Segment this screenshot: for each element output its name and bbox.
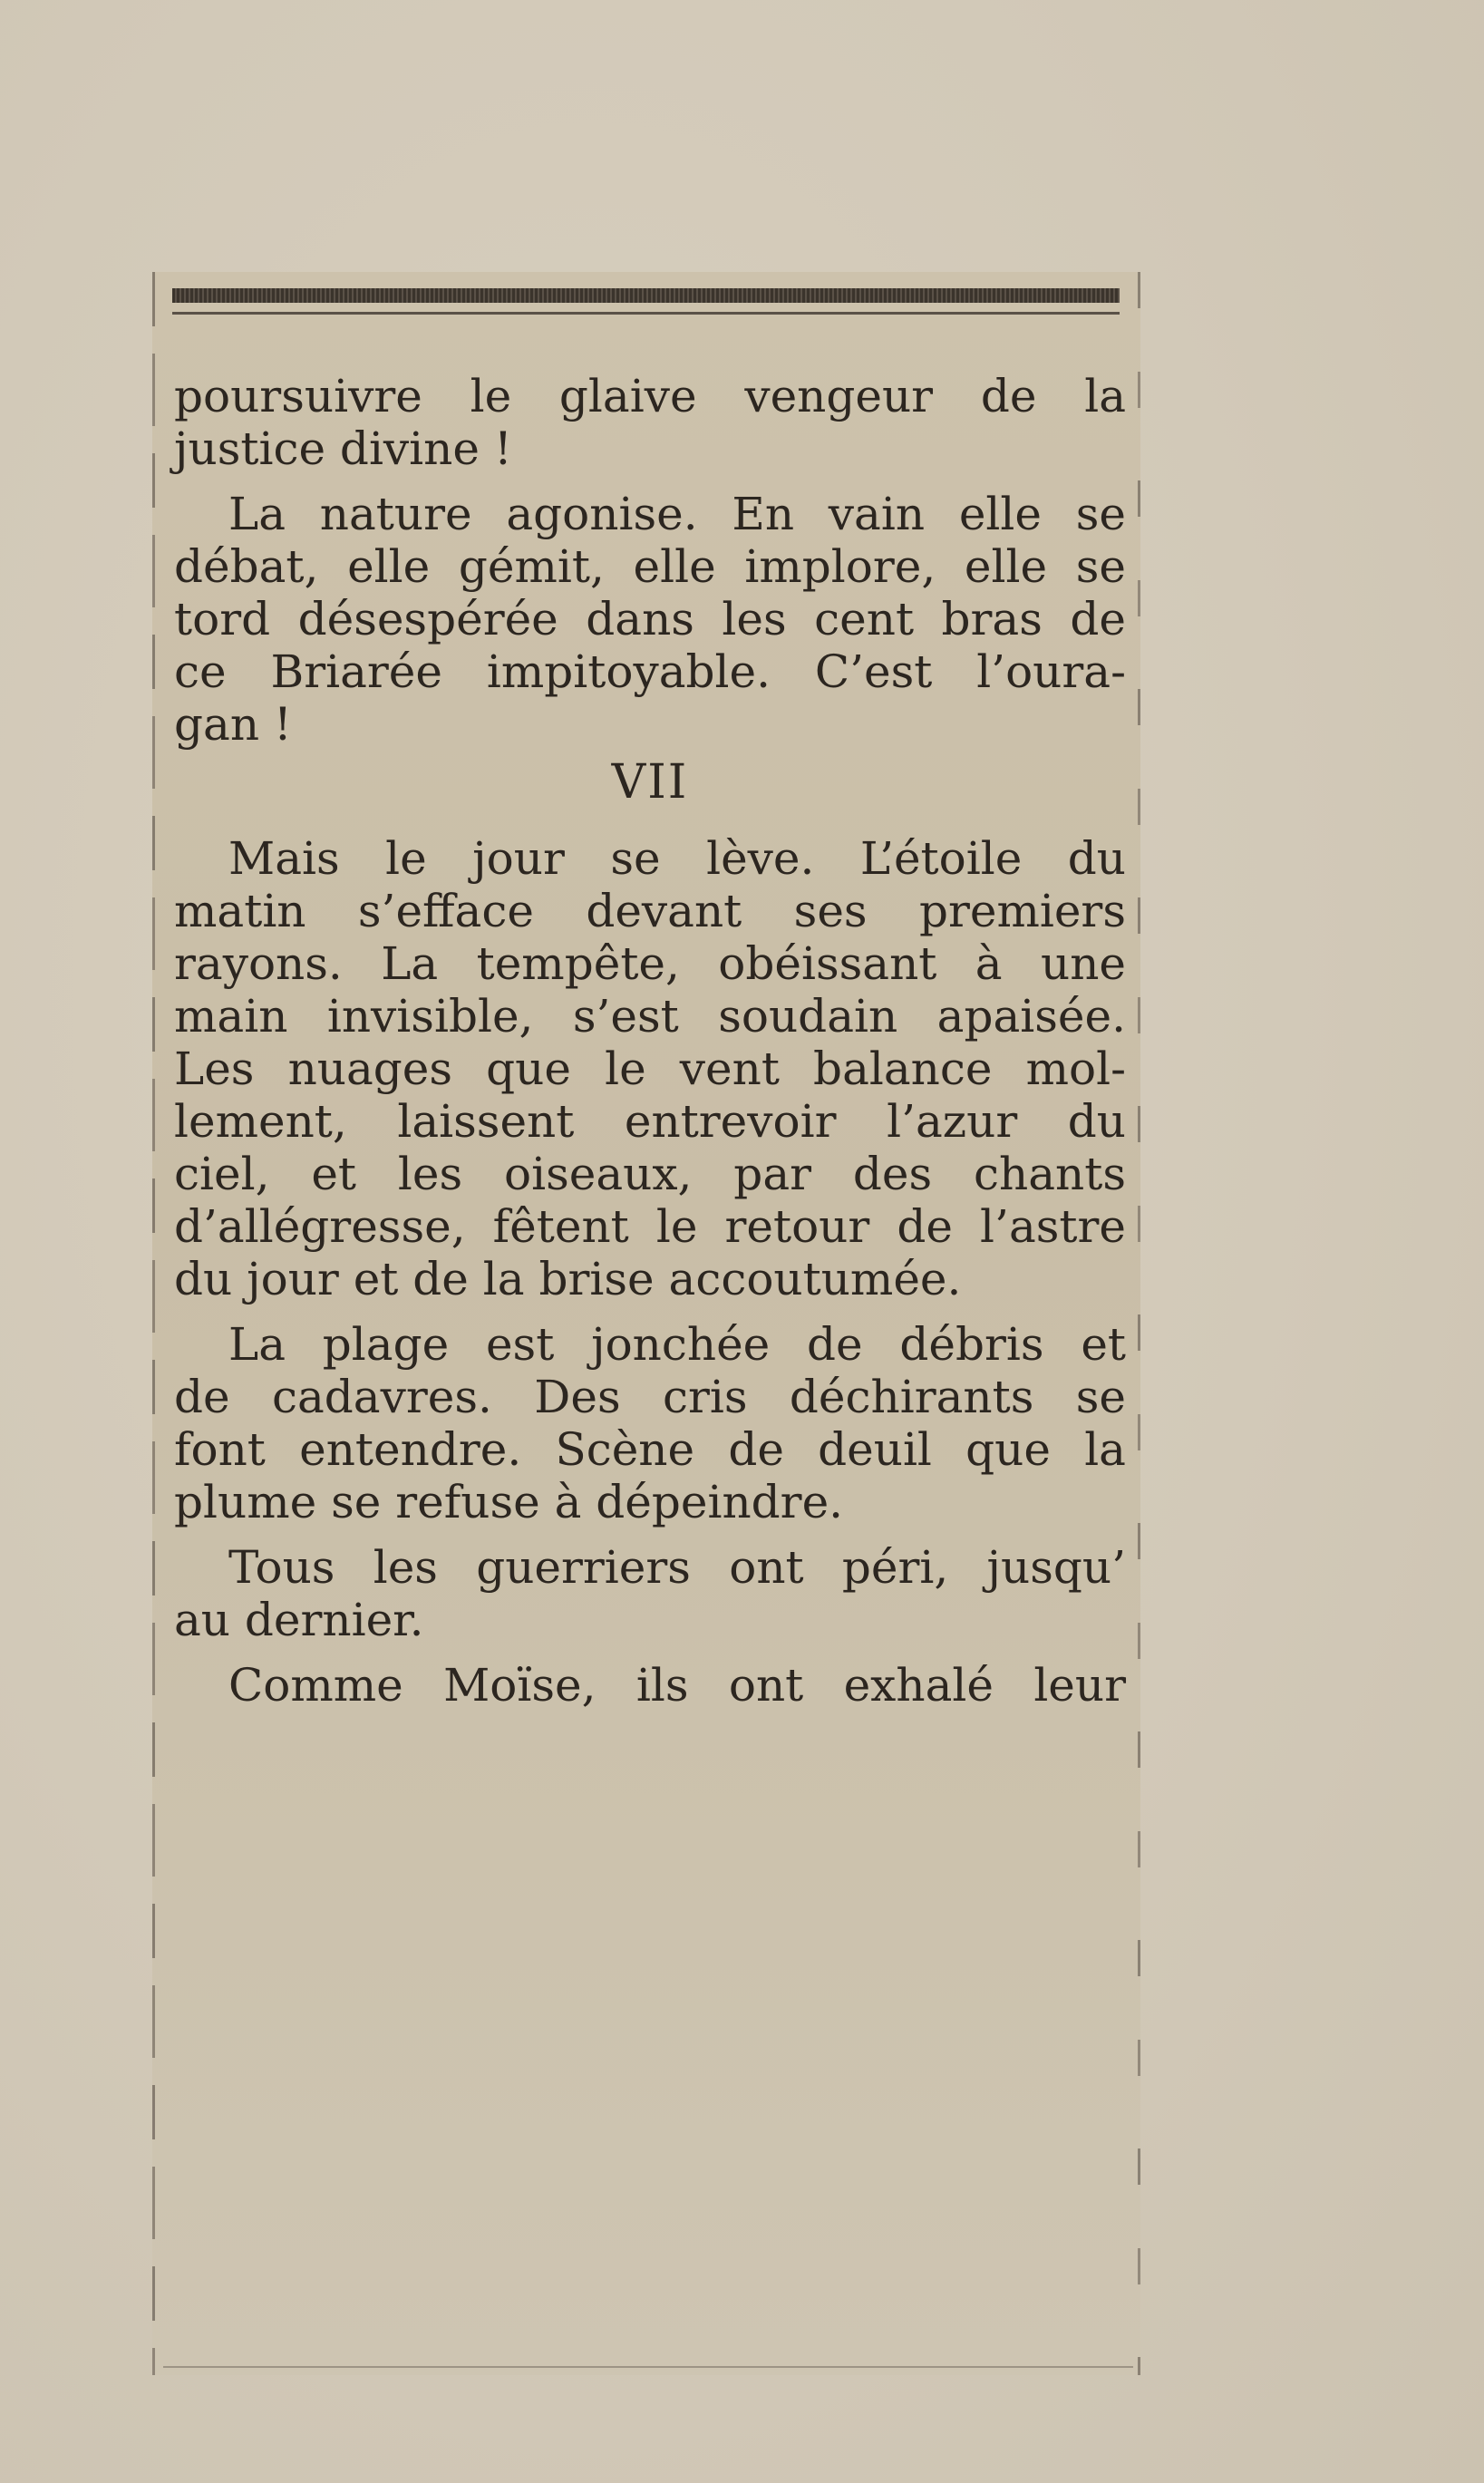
text-line: La plage est jonchée de débris et xyxy=(228,1318,1126,1371)
text-line: d’allégresse, fêtent le retour de l’astre xyxy=(174,1200,1126,1253)
text-line: justice divine ! xyxy=(174,422,512,475)
text-line: au dernier. xyxy=(174,1594,424,1646)
text-line: Les nuages que le vent balance mol- xyxy=(174,1043,1126,1095)
top-thin-rule xyxy=(172,312,1120,315)
text-line: matin s’efface devant ses premiers xyxy=(174,885,1126,937)
text-line: plume se refuse à dépeindre. xyxy=(174,1476,844,1528)
text-line: ciel, et les oiseaux, par des chants xyxy=(174,1148,1126,1200)
section-heading: VII xyxy=(611,755,689,810)
text-line: poursuivre le glaive vengeur de la xyxy=(174,370,1126,422)
text-line: rayons. La tempête, obéissant à une xyxy=(174,937,1126,990)
text-line: gan ! xyxy=(174,698,293,751)
text-line: main invisible, s’est soudain apaisée. xyxy=(174,990,1126,1043)
text-line: tord désespérée dans les cent bras de xyxy=(174,593,1126,645)
paragraph-moise xyxy=(174,1659,1126,1712)
text-line: de cadavres. Des cris déchirants se xyxy=(174,1371,1126,1423)
intro-paragraph xyxy=(174,370,1126,475)
clipping-left-edge xyxy=(152,272,155,2375)
paragraph-nature xyxy=(174,488,1126,751)
text-line: débat, elle gémit, elle implore, elle se xyxy=(174,540,1126,593)
text-line: Comme Moïse, ils ont exhalé leur xyxy=(228,1659,1126,1712)
text-line: font entendre. Scène de deuil que la xyxy=(174,1423,1126,1476)
text-line: lement, laissent entrevoir l’azur du xyxy=(174,1095,1126,1148)
text-line: La nature agonise. En vain elle se xyxy=(228,488,1126,540)
text-line: Mais le jour se lève. L’étoile du xyxy=(228,832,1126,885)
paragraph-plage xyxy=(174,1318,1126,1528)
paragraph-jour xyxy=(174,832,1126,1305)
top-decorative-rule xyxy=(172,288,1120,303)
bottom-rule xyxy=(163,2366,1133,2368)
clipping-right-edge xyxy=(1138,272,1140,2375)
article-text xyxy=(174,370,1126,1712)
text-line: Tous les guerriers ont péri, jusqu’ xyxy=(228,1541,1126,1594)
paragraph-guerriers xyxy=(174,1541,1126,1646)
text-line: ce Briarée impitoyable. C’est l’oura- xyxy=(174,645,1126,698)
text-line: du jour et de la brise accoutumée. xyxy=(174,1253,962,1305)
